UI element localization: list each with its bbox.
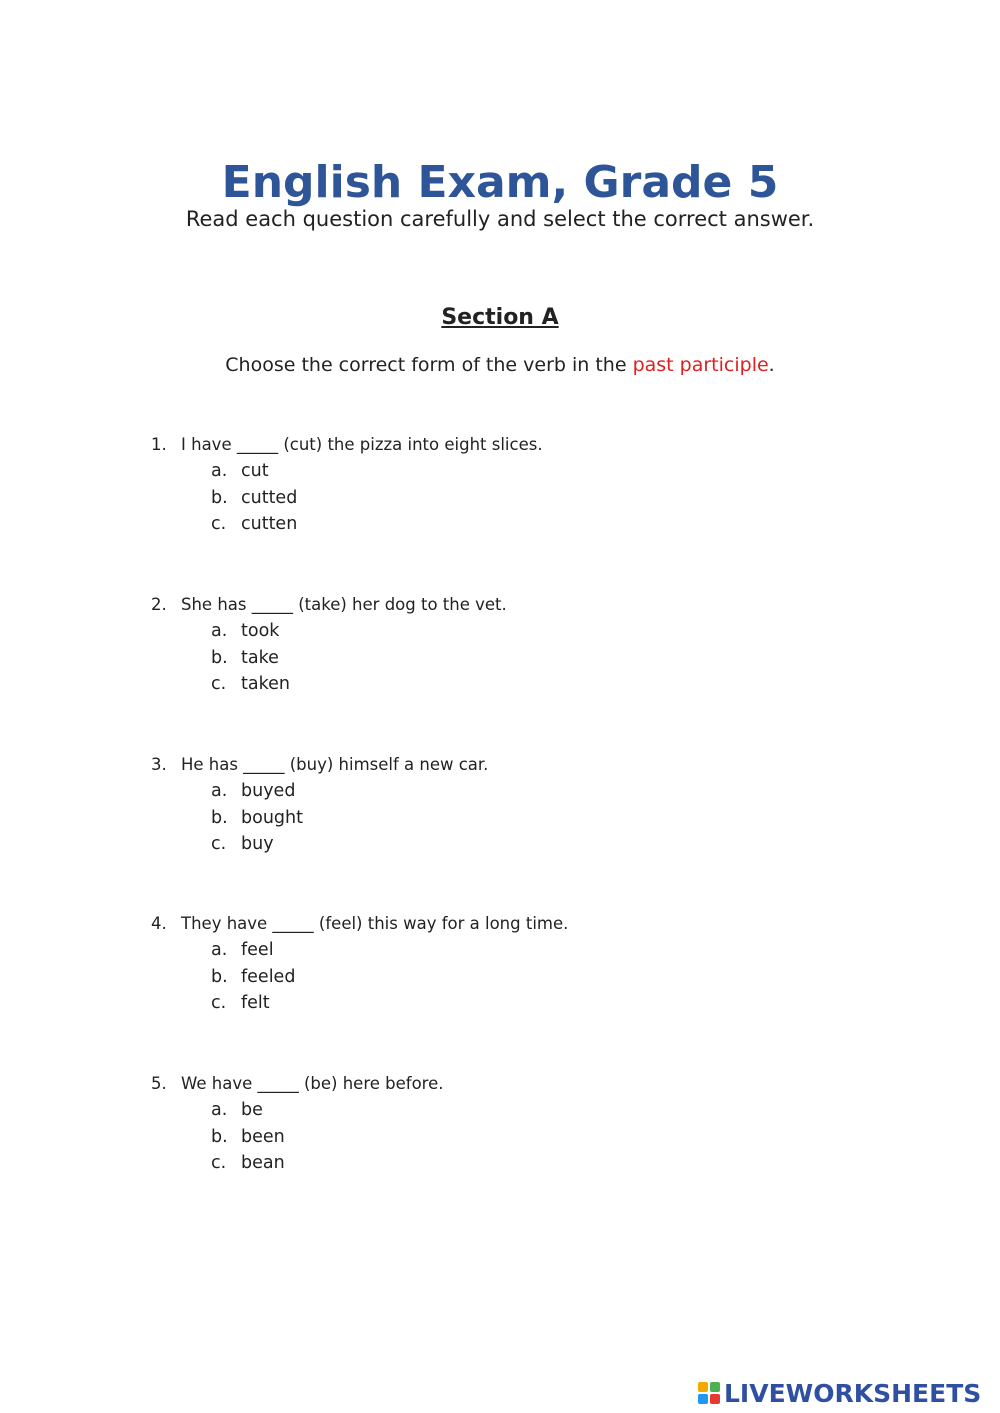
answer-option-a[interactable]	[151, 1097, 851, 1124]
option-text[interactable]: been	[241, 1126, 285, 1147]
option-text[interactable]: cut	[241, 461, 269, 481]
option-text[interactable]: bean	[241, 1153, 285, 1173]
option-text[interactable]: cutted	[241, 487, 298, 508]
question-line	[151, 591, 851, 618]
option-text[interactable]: feeled	[241, 966, 296, 987]
page-subtitle: Read each question carefully and select the correct answer.	[185, 207, 815, 231]
option-letter: b.	[211, 807, 228, 828]
option-text[interactable]: feel	[241, 940, 274, 960]
question-number: 1.	[151, 435, 167, 454]
answer-option-b[interactable]	[151, 964, 851, 991]
answer-option-c[interactable]	[151, 511, 851, 538]
option-letter: a.	[211, 940, 228, 960]
option-letter: c.	[211, 993, 227, 1013]
option-letter: c.	[211, 514, 227, 534]
question-text: She has _____ (take) her dog to the vet.	[181, 595, 507, 614]
answer-option-b[interactable]	[151, 1124, 851, 1151]
instruction-text: Choose the correct form of the verb in the	[225, 354, 633, 376]
instruction-end: .	[768, 354, 775, 376]
option-text[interactable]: taken	[241, 674, 290, 694]
question-1	[151, 431, 851, 538]
question-line	[151, 751, 851, 778]
question-text: I have _____ (cut) the pizza into eight slices.	[181, 435, 543, 454]
liveworksheets-logo[interactable]	[698, 1378, 981, 1408]
question-5	[151, 1070, 851, 1177]
question-number: 4.	[151, 914, 167, 933]
question-text: He has _____ (buy) himself a new car.	[181, 755, 489, 774]
option-text[interactable]: buy	[241, 834, 274, 854]
question-line	[151, 910, 851, 937]
answer-option-c[interactable]	[151, 1150, 851, 1177]
option-text[interactable]: felt	[241, 993, 270, 1013]
question-3	[151, 751, 851, 858]
option-text[interactable]: cutten	[241, 514, 298, 534]
option-letter: b.	[211, 487, 228, 508]
answer-option-a[interactable]	[151, 458, 851, 485]
question-line	[151, 1070, 851, 1097]
option-letter: a.	[211, 1100, 228, 1120]
question-text: They have _____ (feel) this way for a long time.	[181, 914, 569, 933]
option-text[interactable]: take	[241, 647, 279, 668]
answer-option-b[interactable]	[151, 645, 851, 672]
answer-option-a[interactable]	[151, 937, 851, 964]
question-4	[151, 910, 851, 1017]
option-letter: c.	[211, 674, 227, 694]
answer-option-b[interactable]	[151, 805, 851, 832]
option-letter: c.	[211, 834, 227, 854]
option-letter: b.	[211, 1126, 228, 1147]
option-text[interactable]: buyed	[241, 781, 296, 801]
answer-option-a[interactable]	[151, 778, 851, 805]
instruction-highlight: past participle	[632, 354, 769, 376]
question-text: We have _____ (be) here before.	[181, 1074, 444, 1093]
answer-option-c[interactable]	[151, 990, 851, 1017]
option-text[interactable]: be	[241, 1100, 263, 1120]
option-letter: a.	[211, 781, 228, 801]
option-letter: a.	[211, 621, 228, 641]
answer-option-c[interactable]	[151, 671, 851, 698]
option-letter: a.	[211, 461, 228, 481]
option-text[interactable]: took	[241, 621, 280, 641]
option-text[interactable]: bought	[241, 807, 303, 828]
question-2	[151, 591, 851, 698]
section-instruction	[0, 354, 1000, 376]
answer-option-b[interactable]	[151, 485, 851, 512]
option-letter: c.	[211, 1153, 227, 1173]
question-number: 2.	[151, 595, 167, 614]
page-title: English Exam, Grade 5	[221, 157, 779, 209]
logo-text: LIVEWORKSHEETS	[724, 1378, 982, 1408]
answer-option-c[interactable]	[151, 831, 851, 858]
answer-option-a[interactable]	[151, 618, 851, 645]
liveworksheets-logo-icon	[698, 1382, 720, 1404]
option-letter: b.	[211, 966, 228, 987]
question-number: 5.	[151, 1074, 167, 1093]
question-number: 3.	[151, 755, 167, 774]
option-letter: b.	[211, 647, 228, 668]
question-line	[151, 431, 851, 458]
section-heading: Section A	[441, 305, 559, 330]
